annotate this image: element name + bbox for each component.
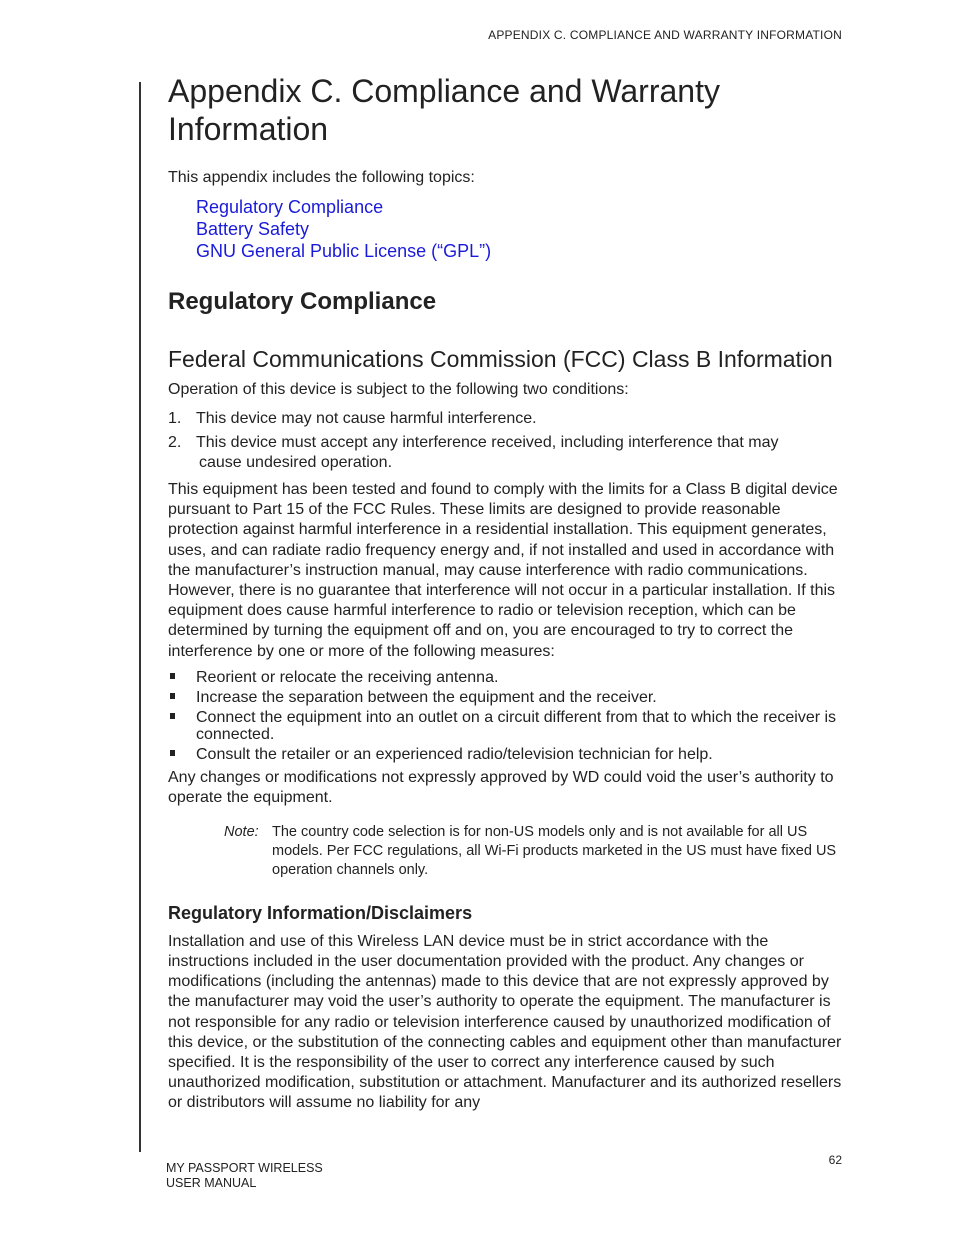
list-text: Reorient or relocate the receiving antenna. [196,668,499,686]
list-number: 1. [168,410,182,427]
page-title: Appendix C. Compliance and Warranty Information [168,73,720,147]
link-regulatory-compliance[interactable]: Regulatory Compliance [196,197,384,217]
list-item [168,433,843,473]
list-text: Connect the equipment into an outlet on a circuit different from that to which the receiver is connected. [196,708,837,743]
list-text: Consult the retailer or an experienced radio/television technician for help. [196,745,713,763]
bullet-square-icon [170,750,175,756]
page-number: 62 [828,1153,842,1167]
note-text: The country code selection is for non-US models only and is not available for all US models. Per FCC regulations, all Wi-Fi products marketed in the US must have fixed US operation channels only. [272,823,837,878]
fcc-paragraph: This equipment has been tested and found to comply with the limits for a Class B digital device pursuant to Part 15 of the FCC Rules. These limits are designed to provide reasonable protection against harmful interference in a residential installation. This equipment generates, uses, and can radiate radio frequency energy and, if not installed and used in accordance with the manufacturer’s instruction manual, may cause interference with radio communications. However, there is no guarantee that interference will not occur in a particular installation. If this equipment does cause harmful interference to radio or television reception, which can be determined by turning the equipment off and on, you are encouraged to try to correct the interference by one or more of the following measures: [168,481,838,660]
list-text-continued: cause undesired operation. [199,454,393,471]
bullet-square-icon [170,673,175,679]
link-gpl[interactable]: GNU General Public License (“GPL”) [196,241,492,261]
list-item [168,709,843,743]
list-text: This device must accept any interference received, including interference that may [196,434,779,451]
topic-links [196,196,843,262]
list-text: Increase the separation between the equipment and the receiver. [196,688,657,706]
fcc-lead: Operation of this device is subject to the following two conditions: [168,381,629,398]
page-content [168,72,843,1114]
margin-rule [139,82,141,1152]
list-item [168,689,843,706]
bullet-square-icon [170,693,175,699]
list-number: 2. [168,434,182,451]
changes-paragraph: Any changes or modifications not expressly approved by WD could void the user’s authority to operate the equipment. [168,768,834,806]
bullet-square-icon [170,713,175,719]
footer-doc-type: USER MANUAL [166,1176,257,1190]
footer [166,1161,323,1191]
subsection-heading-fcc: Federal Communications Commission (FCC) Class B Information [168,346,833,372]
list-item [168,669,843,686]
footer-product: MY PASSPORT WIRELESS [166,1161,323,1175]
list-text: This device may not cause harmful interference. [196,410,537,427]
section-heading-regulatory: Regulatory Compliance [168,288,437,315]
running-header: APPENDIX C. COMPLIANCE AND WARRANTY INFORMATION [488,28,842,42]
disclaimers-paragraph: Installation and use of this Wireless LAN device must be in strict accordance with the instructions included in the user documentation provided with the product. Any changes or modifications (including the antennas) made to this device that are not expressly approved by the manufacturer may void the user’s authority to operate the equipment. The manufacturer is not responsible for any radio or television interference caused by unauthorized modification of this device, or the substitution of the connecting cables and equipment other than manufacturer specified. It is the responsibility of the user to correct any interference caused by such unauthorized modification, substitution or attachment. Manufacturer and its authorized resellers or distributors will assume no liability for any [168,932,842,1112]
subsection-heading-disclaimers: Regulatory Information/Disclaimers [168,902,473,923]
list-item [168,409,843,429]
note-block [224,823,843,880]
list-item [168,746,843,763]
link-battery-safety[interactable]: Battery Safety [196,219,310,239]
conditions-list [168,409,843,473]
intro-text: This appendix includes the following topics: [168,169,475,186]
note-label: Note: [224,823,259,840]
measures-list [168,669,843,763]
